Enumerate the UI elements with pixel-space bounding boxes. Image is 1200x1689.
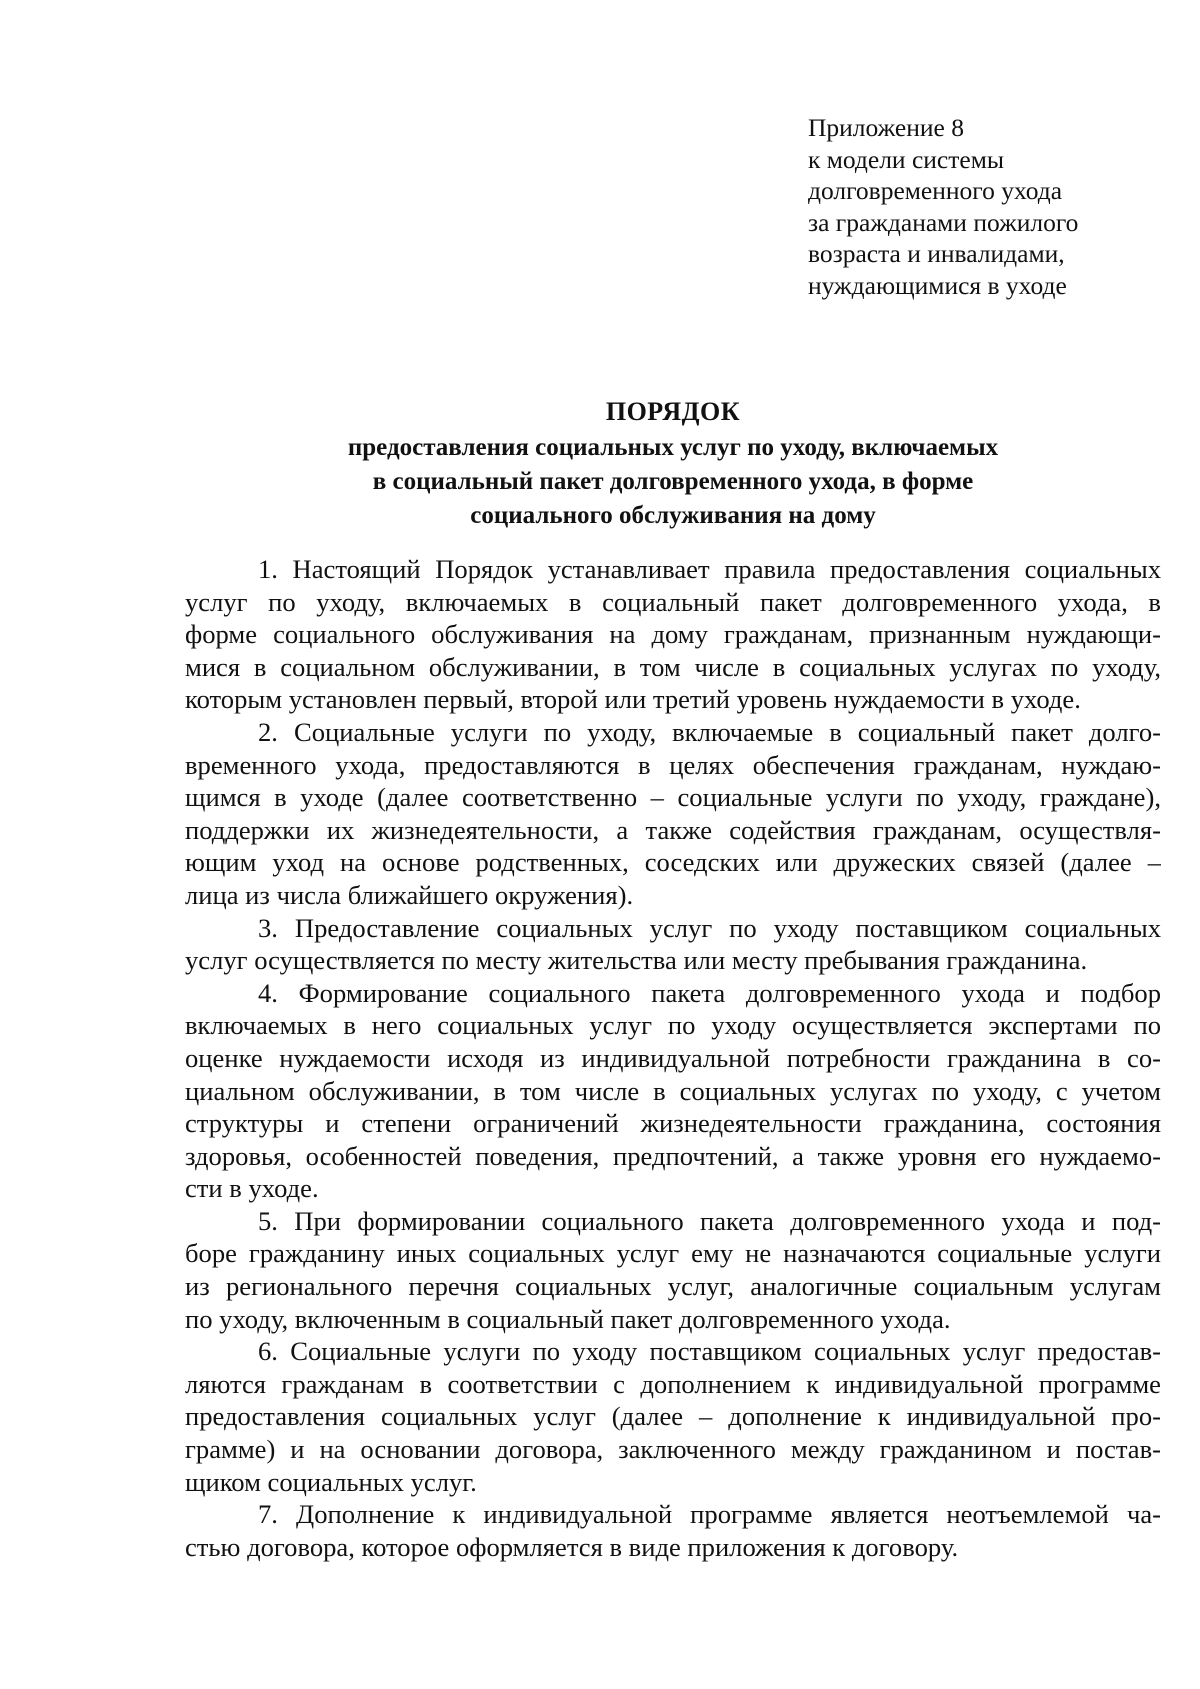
appendix-line: за гражданами пожилого [808,207,1079,237]
paragraph-line: по уходу, включенным в социальный пакет долговременного ухода. [185,1303,951,1334]
paragraph-line: которым установлен первый, второй или третий уровень нуждаемости в уходе. [185,684,1081,715]
paragraph-line: 7. Дополнение к индивидуальной программе является неотъемлемой ча- [258,1499,1161,1530]
paragraph-line: временного ухода, предоставляются в целях обеспечения гражданам, нуждаю- [185,749,1161,780]
paragraph-line: боре гражданину иных социальных услуг ему не назначаются социальные услуги [185,1238,1161,1269]
subtitle-line: в социальный пакет долговременного ухода, в форме [372,468,974,495]
paragraph-line: 3. Предоставление социальных услуг по уходу поставщиком социальных [258,912,1161,943]
document-subtitle [185,431,1161,533]
paragraph-line: 1. Настоящий Порядок устанавливает правила предоставления социальных [258,554,1161,584]
paragraph-line: услуг по уходу, включаемых в социальный пакет долговременного ухода, в [185,586,1161,617]
paragraph-line: включаемых в него социальных услуг по уходу осуществляется экспертами по [185,1010,1161,1041]
document-body [185,553,1161,1563]
paragraph-line: сти в уходе. [185,1173,319,1204]
paragraph-line: циальном обслуживании, в том числе в социальных услугах по уходу, с учетом [185,1075,1161,1106]
document-title: ПОРЯДОК [605,397,741,426]
paragraph-line: мися в социальном обслуживании, в том числе в социальных услугах по уходу, [185,651,1161,682]
paragraph-2 [185,716,1161,912]
paragraph-line: из регионального перечня социальных услуг, аналогичные социальным услугам [185,1271,1161,1302]
paragraph-line: 4. Формирование социального пакета долговременного ухода и подбор [258,977,1161,1008]
appendix-line: к модели системы [808,144,1004,174]
appendix-line: долговременного ухода [808,176,1063,205]
appendix-header [808,112,1148,301]
paragraph-line: предоставления социальных услуг (далее – дополнение к индивидуальной про- [185,1401,1161,1432]
appendix-line: возраста и инвалидами, [808,239,1065,268]
paragraph-5 [185,1205,1161,1335]
paragraph-7 [185,1498,1161,1563]
subtitle-line: социального обслуживания на дому [470,502,876,529]
subtitle-line: предоставления социальных услуг по уходу, включаемых [347,434,999,461]
paragraph-3 [185,912,1161,977]
paragraph-line: ющим уход на основе родственных, соседских или дружеских связей (далее – [185,847,1161,878]
paragraph-6 [185,1335,1161,1498]
paragraph-line: здоровья, особенностей поведения, предпочтений, а также уровня его нуждаемо- [185,1140,1161,1171]
paragraph-line: оценке нуждаемости исходя из индивидуальной потребности гражданина в со- [185,1042,1161,1073]
appendix-line: Приложение 8 [808,113,964,142]
paragraph-1 [185,553,1161,716]
document-heading [185,393,1161,533]
paragraph-line: щиком социальных услуг. [185,1466,477,1497]
paragraph-line: услуг осуществляется по месту жительства или месту пребывания гражданина. [185,945,1088,976]
paragraph-line: стью договора, которое оформляется в виде приложения к договору. [185,1531,959,1562]
paragraph-line: щимся в уходе (далее соответственно – социальные услуги по уходу, граждане), [185,782,1161,813]
paragraph-line: лица из числа ближайшего окружения). [185,879,634,910]
paragraph-line: грамме) и на основании договора, заключенного между гражданином и постав- [185,1434,1161,1465]
paragraph-4 [185,977,1161,1205]
paragraph-line: поддержки их жизнедеятельности, а также содействия гражданам, осуществля- [185,814,1161,845]
paragraph-line: ляются гражданам в соответствии с дополнением к индивидуальной программе [185,1368,1161,1399]
paragraph-line: форме социального обслуживания на дому гражданам, признанным нуждающи- [185,619,1161,650]
paragraph-line: 6. Социальные услуги по уходу поставщиком социальных услуг предостав- [258,1336,1161,1367]
paragraph-line: 5. При формировании социального пакета долговременного ухода и под- [258,1205,1161,1236]
paragraph-line: структуры и степени ограничений жизнедеятельности гражданина, состояния [185,1108,1161,1139]
paragraph-line: 2. Социальные услуги по уходу, включаемые в социальный пакет долго- [258,716,1161,747]
appendix-line: нуждающимися в уходе [808,270,1067,300]
